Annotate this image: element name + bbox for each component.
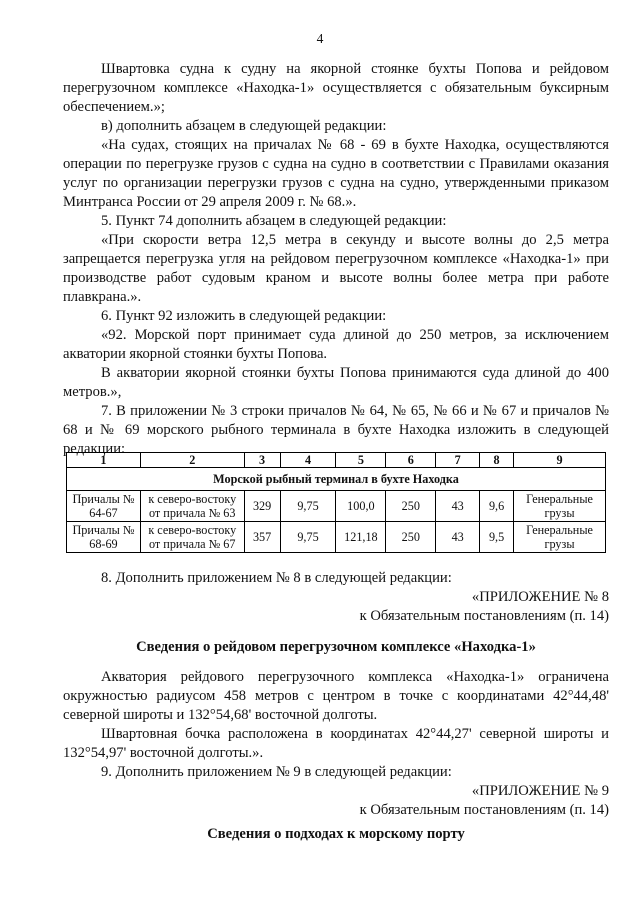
table-cell: к северо-востоку от причала № 67	[140, 522, 244, 553]
body-text-top	[63, 60, 609, 459]
column-header: 9	[514, 453, 606, 468]
table-cell: Причалы № 64-67	[67, 491, 141, 522]
paragraph: 6. Пункт 92 изложить в следующей редакции:	[101, 308, 387, 324]
paragraph: Акватория рейдового перегрузочного комплекса «Находка-1» ограничена окружностью радиусом 458 метров с центром в точке с координатами 42°44,48' северной широты и 132°54,68' восточной долготы.	[63, 669, 609, 723]
table-cell: 329	[244, 491, 280, 522]
column-header: 8	[480, 453, 514, 468]
table-cell: 121,18	[336, 522, 386, 553]
section-heading: Сведения о рейдовом перегрузочном комплексе «Находка-1»	[136, 639, 536, 655]
paragraph: «На судах, стоящих на причалах № 68 - 69 в бухте Находка, осуществляются операции по перегрузке грузов с судна на судно в соответствии с Правилами оказания услуг по организации перегрузки грузов с судна на судно, утвержденными приказом Минтранса России от 29 апреля 2009 г. № 68.».	[63, 137, 609, 210]
paragraph: Швартовка судна к судну на якорной стоянке бухты Попова и рейдовом перегрузочном комплексе «Находка-1» осуществляется с обязательным буксирным обеспечением.»;	[63, 61, 609, 115]
table-section-title: Морской рыбный терминал в бухте Находка	[67, 468, 606, 491]
appendix-label: «ПРИЛОЖЕНИЕ № 8	[471, 589, 609, 605]
column-header: 7	[436, 453, 480, 468]
appendix-reference: к Обязательным постановлениям (п. 14)	[359, 608, 609, 624]
table-cell: Генеральные грузы	[514, 491, 606, 522]
paragraph: В акватории якорной стоянки бухты Попова принимаются суда длиной до 400 метров.»,	[63, 365, 609, 400]
table-cell: 9,5	[480, 522, 514, 553]
table-cell: 9,75	[280, 522, 336, 553]
table-cell: 250	[386, 522, 436, 553]
table-cell: 43	[436, 491, 480, 522]
table-cell: 250	[386, 491, 436, 522]
column-header: 2	[140, 453, 244, 468]
paragraph: 5. Пункт 74 дополнить абзацем в следующей редакции:	[101, 213, 447, 229]
paragraph: 7. В приложении № 3 строки причалов № 64, № 65, № 66 и № 67 и причалов № 68 и № 69 морского рыбного терминала в бухте Находка изложить в следующей редакции:	[63, 403, 609, 457]
table-cell: Причалы № 68-69	[67, 522, 141, 553]
paragraph: Швартовная бочка расположена в координатах 42°44,27' северной широты и 132°54,97' восточной долготы.».	[63, 726, 609, 761]
berth-table	[66, 452, 606, 553]
column-header: 5	[336, 453, 386, 468]
column-header: 1	[67, 453, 141, 468]
table-section-row	[67, 468, 606, 491]
page-number: 4	[316, 31, 324, 46]
appendix-8-heading-block	[63, 638, 609, 657]
appendix-label: «ПРИЛОЖЕНИЕ № 9	[471, 783, 609, 799]
paragraph: 8. Дополнить приложением № 8 в следующей редакции:	[101, 570, 452, 586]
column-header: 4	[280, 453, 336, 468]
table-cell: 9,6	[480, 491, 514, 522]
table-cell: 43	[436, 522, 480, 553]
table-cell: Генеральные грузы	[514, 522, 606, 553]
column-header: 6	[386, 453, 436, 468]
appendix-9-heading-block	[63, 825, 609, 844]
table-header-row	[67, 453, 606, 468]
section-heading: Сведения о подходах к морскому порту	[207, 826, 465, 842]
column-header: 3	[244, 453, 280, 468]
table-cell: 100,0	[336, 491, 386, 522]
appendix-8-body	[63, 668, 609, 820]
appendix-8-block	[63, 569, 609, 626]
table-row	[67, 491, 606, 522]
table-cell: 357	[244, 522, 280, 553]
paragraph: «При скорости ветра 12,5 метра в секунду и высоте волны до 2,5 метра запрещается перегрузка угля на рейдовом перегрузочном комплексе «Находка-1» при производстве работ судовым краном и высоте волны более метра при работе плавкрана.».	[63, 232, 609, 305]
table-row	[67, 522, 606, 553]
paragraph: в) дополнить абзацем в следующей редакции:	[101, 118, 387, 134]
paragraph: 9. Дополнить приложением № 9 в следующей редакции:	[101, 764, 452, 780]
appendix-reference: к Обязательным постановлениям (п. 14)	[359, 802, 609, 818]
table-cell: к северо-востоку от причала № 63	[140, 491, 244, 522]
table-cell: 9,75	[280, 491, 336, 522]
paragraph: «92. Морской порт принимает суда длиной до 250 метров, за исключением акватории якорной стоянки бухты Попова.	[63, 327, 609, 362]
